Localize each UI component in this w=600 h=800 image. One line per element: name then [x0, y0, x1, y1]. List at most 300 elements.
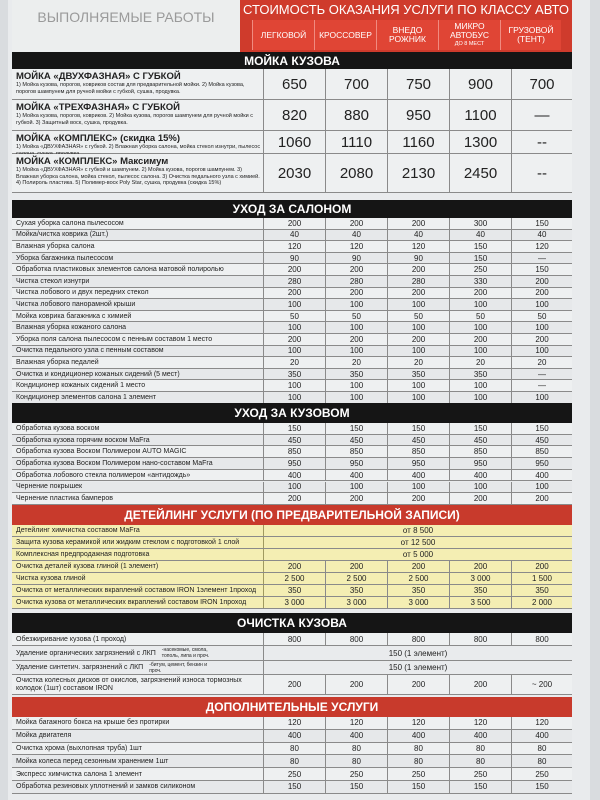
extra-row-label: Мойка двигателя: [12, 730, 264, 742]
salon-row-price-3: 90: [388, 253, 450, 264]
salon-row-label: Кондиционер кожаных сидений 1 место: [12, 380, 264, 391]
wash-row-1-desc: 1) Мойка кузова, порогов, ковриков состав для предварительной мойки. 2) Мойка кузова, порогов шампунем для ручной мойки с губкой, сушка, продувка.: [16, 82, 245, 95]
extra-row: [12, 768, 572, 781]
body-row-price-3: 850: [388, 446, 450, 457]
body-row-price-1: 150: [264, 423, 326, 434]
salon-row-price-2: 20: [326, 357, 388, 368]
salon-row-price-5: 50: [537, 311, 547, 321]
body-row: [12, 435, 572, 447]
section-cleaning: ОЧИСТКА КУЗОВА: [12, 613, 572, 633]
clean-row-wheels-price-3: 200: [388, 675, 450, 694]
clean-row-degrease-label: Обезжиривание кузова (1 проход): [12, 633, 264, 645]
salon-row-price-3: 280: [388, 276, 450, 287]
header-price-title: СТОИМОСТЬ ОКАЗАНИЯ УСЛУГИ ПО КЛАССУ АВТО: [243, 2, 569, 17]
detail-row-label: Очистка деталей кузова глиной (1 элемент): [12, 561, 264, 572]
detail-row-price-5: 350: [535, 586, 549, 595]
header-col-label: КРОССОВЕР: [319, 29, 372, 40]
detail-row-price-3: 350: [388, 585, 450, 596]
header-col-2: [314, 20, 376, 50]
salon-row-label: Очистка педального узла с пенным составом: [12, 346, 264, 357]
extra-row-label: Очистка хрома (выхлопная труба) 1шт: [12, 743, 264, 755]
detail-row-price-5: 2 000: [531, 598, 553, 607]
salon-row-price-1: 40: [264, 230, 326, 241]
body-row-label: Чернение пластика бамперов: [12, 493, 264, 504]
body-row-label: Чернение покрышек: [12, 482, 264, 493]
extra-row-price-3: 120: [388, 717, 450, 729]
salon-row: [12, 288, 572, 300]
salon-row: [12, 299, 572, 311]
clean-row-wheels-label: Очистка колесных дисков от окислов, загрязнений износа тормозных колодок (1шт) составом IRON: [12, 675, 264, 694]
extra-row: [12, 755, 572, 768]
detail-span-row-label: [12, 525, 264, 536]
body-row-price-1: 400: [264, 470, 326, 481]
wash-row-2-price-2: 880: [326, 100, 388, 130]
body-row-price-4: 100: [450, 482, 512, 493]
body-row-label: Обработка лобового стекла полимером «антидождь»: [12, 470, 264, 481]
salon-row-price-2: 100: [326, 322, 388, 333]
salon-row-price-4: 100: [450, 346, 512, 357]
salon-row-label: Кондиционер элементов салона 1 элемент: [12, 392, 264, 403]
salon-row-price-2: 280: [326, 276, 388, 287]
wash-row-3-desc: 1) Мойка «ДВУХФАЗНАЯ» с губкой. 2) Влажная уборка салона, мойка стекол изнутри, пылесос: [16, 144, 261, 150]
salon-row-price-5: 100: [535, 346, 549, 356]
body-row-price-3: 150: [388, 423, 450, 434]
wash-row-1-price-1: 650: [264, 69, 326, 99]
salon-row-price-4: 150: [450, 253, 512, 264]
detail-row-price-1: 2 500: [264, 573, 326, 584]
clean-row-wheels-price-1: 200: [264, 675, 326, 694]
salon-row-price-4: 200: [450, 334, 512, 345]
section-body: УХОД ЗА КУЗОВОМ: [12, 403, 572, 423]
salon-row-price-3: 20: [388, 357, 450, 368]
wash-row-4-desc: 1) Мойка «ДВУХФАЗНАЯ» с губкой и шампунем. 2) Мойка кузова, порогов шампунем. 3) Влажная уборка салона, мойка стекол, пылесос салона. 3) Очистка педального узла с химией. 4) Полироль пластика. 5) Полимер-воск Poly Star, сушка, продувка (скидка 15%): [16, 167, 260, 186]
salon-row-price-1: 20: [264, 357, 326, 368]
body-row-price-1: 450: [264, 435, 326, 446]
salon-row-price-4: 100: [450, 380, 512, 391]
salon-row-price-3: 100: [388, 392, 450, 403]
detail-row-price-3: 200: [388, 561, 450, 572]
header-work-label: ВЫПОЛНЯЕМЫЕ РАБОТЫ: [12, 0, 240, 52]
body-row: [12, 446, 572, 458]
detail-row-price-2: 350: [326, 585, 388, 596]
detail-span-row-value: от 12 500: [400, 538, 436, 547]
clean-span-synthetic-value: 150 (1 элемент): [388, 663, 448, 672]
clean-row-wheels-price-2: 200: [326, 675, 388, 694]
salon-row-label: Чистка лобового и двух передних стекол: [12, 288, 264, 299]
wash-row-1-label: [12, 69, 264, 99]
body-row-price-5: 200: [535, 494, 549, 504]
salon-row-label: Очистка и кондиционер кожаных сидений (5 мест): [12, 369, 264, 380]
body-row-price-3: 200: [388, 493, 450, 504]
detail-row-label: Чистка кузова глиной: [12, 573, 264, 584]
salon-row-price-1: 200: [264, 334, 326, 345]
salon-row-price-2: 100: [326, 346, 388, 357]
salon-row-label: Влажная уборка педалей: [12, 357, 264, 368]
salon-row-price-3: 40: [388, 230, 450, 241]
clean-span-synthetic-title: Удаление синтетич. загрязнений с ЛКП: [16, 664, 144, 671]
body-row-price-5: 150: [535, 423, 549, 433]
body-row: [12, 423, 572, 435]
body-row-price-5: 850: [535, 447, 549, 457]
extra-row-price-5: 250: [535, 769, 549, 779]
wash-row-3-price-3: 1160: [388, 131, 450, 153]
detail-span-row-value: от 5 000: [402, 550, 434, 559]
wash-row-4-price-3: 2130: [388, 154, 450, 192]
salon-row-price-2: 100: [326, 392, 388, 403]
salon-row-label: Сухая уборка салона пылесосом: [12, 218, 264, 229]
extra-row-price-2: 250: [326, 768, 388, 780]
extra-row-price-5: 120: [535, 718, 549, 728]
extra-row: [12, 781, 572, 794]
salon-row-price-1: 200: [264, 288, 326, 299]
extra-row-label: Мойка колеса перед сезонным хранением 1шт: [12, 755, 264, 767]
wash-row-1-price-2: 700: [326, 69, 388, 99]
extra-row-price-1: 250: [264, 768, 326, 780]
salon-row-price-4: 250: [450, 264, 512, 275]
body-row-price-4: 850: [450, 446, 512, 457]
salon-row-price-5: 100: [535, 299, 549, 309]
salon-row-price-5: 200: [535, 276, 549, 286]
salon-row-price-1: 100: [264, 299, 326, 310]
clean-span-organic-value: 150 (1 элемент): [388, 648, 448, 658]
detail-span-row-title: Детейлинг химчистка составом MaFra: [16, 527, 140, 534]
extra-row-price-4: 400: [450, 730, 512, 742]
body-row-price-2: 850: [326, 446, 388, 457]
body-row-price-1: 850: [264, 446, 326, 457]
wash-row-3-price-2: 1110: [326, 131, 388, 153]
clean-span-organic-note: -насекомые, смола, тополь, липа и проч.: [161, 647, 210, 659]
salon-row-price-3: 350: [388, 369, 450, 380]
detail-span-row: [12, 525, 572, 537]
detail-row-price-3: 2 500: [388, 573, 450, 584]
wash-row-1-price-5: 700: [529, 75, 555, 93]
body-row-price-3: 400: [388, 470, 450, 481]
extra-row-price-1: 120: [264, 717, 326, 729]
detail-row-price-4: 350: [450, 585, 512, 596]
extra-row-price-2: 80: [326, 755, 388, 767]
detail-row-label: Очистка от металлических вкраплений составом IRON 1элемент 1проход: [12, 585, 264, 596]
detail-row-price-4: 200: [450, 561, 512, 572]
detail-row-price-5: 200: [535, 562, 549, 571]
detail-row-label: Очистка кузова от металлических вкраплений составом IRON 1проход: [12, 597, 264, 608]
salon-row: [12, 392, 572, 404]
body-row: [12, 493, 572, 505]
body-row-price-2: 450: [326, 435, 388, 446]
salon-row-price-1: 200: [264, 218, 326, 229]
extra-row-price-2: 150: [326, 781, 388, 793]
wash-row-3-title: МОЙКА «КОМПЛЕКС» (скидка 15%): [16, 133, 181, 144]
body-row-label: Обработка кузова воском: [12, 423, 264, 434]
detail-span-row-label: [12, 537, 264, 548]
salon-row-price-5: 200: [535, 334, 549, 344]
header-price-panel: [240, 0, 572, 52]
salon-row-price-3: 120: [388, 241, 450, 252]
extra-row-price-4: 80: [450, 743, 512, 755]
body-row-price-4: 450: [450, 435, 512, 446]
salon-row-price-3: 200: [388, 264, 450, 275]
body-row-price-2: 100: [326, 482, 388, 493]
extra-row-price-3: 150: [388, 781, 450, 793]
extra-row-price-1: 80: [264, 743, 326, 755]
salon-row-price-4: 100: [450, 392, 512, 403]
wash-row-1: [12, 69, 572, 100]
body-row-label: Обработка кузова горячим воском MaFra: [12, 435, 264, 446]
salon-row: [12, 357, 572, 369]
wash-row-2-price-4: 1100: [450, 100, 512, 130]
section-extra: ДОПОЛНИТЕЛЬНЫЕ УСЛУГИ: [12, 697, 572, 717]
body-row-price-1: 100: [264, 482, 326, 493]
clean-row-degrease-price-5: 800: [535, 634, 549, 644]
salon-row-price-5: 120: [535, 241, 549, 251]
salon-row: [12, 230, 572, 242]
wash-row-4-price-2: 2080: [326, 154, 388, 192]
detail-span-row-title: Защита кузова керамикой или жидким стеклом с подготовкой 1 слой: [16, 539, 240, 546]
extra-row: [12, 730, 572, 743]
salon-row-price-1: 120: [264, 241, 326, 252]
detail-row-price-1: 200: [264, 561, 326, 572]
section-wash: МОЙКА КУЗОВА: [12, 52, 572, 69]
salon-row-price-2: 100: [326, 380, 388, 391]
clean-row-degrease-price-4: 800: [450, 633, 512, 645]
wash-row-1-title: МОЙКА «ДВУХФАЗНАЯ» С ГУБКОЙ: [16, 71, 181, 82]
extra-row: [12, 717, 572, 730]
wash-row-4-price-5: --: [537, 164, 547, 182]
salon-row: [12, 264, 572, 276]
wash-row-3-label: [12, 131, 264, 153]
clean-row-wheels-price-4: 200: [450, 675, 512, 694]
detail-row-price-2: 200: [326, 561, 388, 572]
salon-row-price-4: 50: [450, 311, 512, 322]
salon-row-price-5: —: [538, 369, 546, 379]
salon-row-price-1: 200: [264, 264, 326, 275]
salon-row-price-4: 100: [450, 322, 512, 333]
body-row-price-4: 400: [450, 470, 512, 481]
wash-row-4-title: МОЙКА «КОМПЛЕКС» Максимум: [16, 156, 169, 167]
salon-row-label: Уборка багажника пылесосом: [12, 253, 264, 264]
header-col-note: ДО 8 МЕСТ: [454, 40, 485, 47]
body-row-price-5: 400: [535, 470, 549, 480]
wash-row-3-price-4: 1300: [450, 131, 512, 153]
salon-row-price-1: 50: [264, 311, 326, 322]
detail-span-row-value: от 8 500: [402, 526, 434, 535]
salon-row-price-3: 100: [388, 346, 450, 357]
wash-row-2-desc: 1) Мойка кузова, порогов, ковриков. 2) Мойка кузова, порогов шампунем для ручной мойки с губкой. 3) Защитный воск, сушка, продувка.: [16, 113, 254, 126]
salon-row-label: Уборка поля салона пылесосом с пенным составом 1 место: [12, 334, 264, 345]
header-col-3: [376, 20, 438, 50]
clean-row-degrease-price-2: 800: [326, 633, 388, 645]
section-salon: УХОД ЗА САЛОНОМ: [12, 200, 572, 218]
salon-row: [12, 241, 572, 253]
body-row-price-1: 200: [264, 493, 326, 504]
salon-row-price-1: 90: [264, 253, 326, 264]
detail-row-price-4: 3 000: [450, 573, 512, 584]
detail-row-price-1: 350: [264, 585, 326, 596]
wash-row-4-price-4: 2450: [450, 154, 512, 192]
extra-row-price-5: 150: [535, 782, 549, 792]
wash-row-4: [12, 154, 572, 193]
salon-row-price-5: 40: [537, 230, 547, 240]
clean-row-wheels-price-5: ~ 200: [531, 680, 553, 689]
salon-row-price-4: 200: [450, 288, 512, 299]
salon-row-price-3: 100: [388, 380, 450, 391]
salon-row-label: Чистка стекол изнутри: [12, 276, 264, 287]
wash-row-4-label: [12, 154, 264, 192]
extra-row-price-4: 80: [450, 755, 512, 767]
extra-row-price-3: 400: [388, 730, 450, 742]
salon-row-price-1: 100: [264, 380, 326, 391]
clean-span-synthetic: [12, 661, 572, 675]
extra-row-price-2: 120: [326, 717, 388, 729]
extra-row-price-3: 80: [388, 743, 450, 755]
salon-row-price-4: 150: [450, 241, 512, 252]
detail-row-price-2: 3 000: [326, 597, 388, 608]
body-row-price-4: 950: [450, 458, 512, 469]
salon-row: [12, 311, 572, 323]
clean-row-degrease-price-1: 800: [264, 633, 326, 645]
extra-row-label: Экспресс химчистка салона 1 элемент: [12, 768, 264, 780]
wash-row-3-price-1: 1060: [264, 131, 326, 153]
wash-row-1-price-4: 900: [450, 69, 512, 99]
body-row-price-5: 450: [535, 435, 549, 445]
clean-span-organic-label: [12, 646, 264, 660]
detail-row: [12, 573, 572, 585]
wash-row-2: [12, 100, 572, 131]
body-row-price-5: 950: [535, 458, 549, 468]
detail-span-row: [12, 537, 572, 549]
salon-row-price-1: 100: [264, 322, 326, 333]
detail-row: [12, 597, 572, 609]
salon-row-label: Мойка коврика багажника с химией: [12, 311, 264, 322]
salon-row-price-5: 200: [535, 288, 549, 298]
salon-row-price-5: —: [538, 381, 546, 391]
salon-row-price-2: 200: [326, 218, 388, 229]
salon-row-price-4: 40: [450, 230, 512, 241]
extra-row-price-4: 150: [450, 781, 512, 793]
salon-row-price-2: 200: [326, 334, 388, 345]
body-row-price-2: 150: [326, 423, 388, 434]
clean-span-organic-title: Удаление органических загрязнений с ЛКП: [16, 649, 156, 657]
salon-row-price-3: 100: [388, 299, 450, 310]
salon-row-price-4: 20: [450, 357, 512, 368]
wash-row-2-title: МОЙКА «ТРЕХФАЗНАЯ» С ГУБКОЙ: [16, 102, 180, 113]
salon-row-label: Влажная уборка салона: [12, 241, 264, 252]
detail-row: [12, 561, 572, 573]
salon-row-price-4: 100: [450, 299, 512, 310]
body-row-price-4: 150: [450, 423, 512, 434]
body-row-price-3: 100: [388, 482, 450, 493]
salon-row-price-5: —: [538, 253, 546, 263]
detail-row-price-3: 3 000: [388, 597, 450, 608]
salon-row-price-3: 100: [388, 322, 450, 333]
header-col-label: МИКРО АВТОБУС: [449, 20, 490, 40]
salon-row: [12, 346, 572, 358]
body-row-label: Обработка кузова Воском Полимером нано-составом MaFra: [12, 458, 264, 469]
extra-row-price-3: 250: [388, 768, 450, 780]
extra-row-price-1: 150: [264, 781, 326, 793]
extra-row-price-1: 80: [264, 755, 326, 767]
body-row: [12, 482, 572, 494]
salon-row-price-2: 40: [326, 230, 388, 241]
extra-row-price-4: 250: [450, 768, 512, 780]
clean-row-wheels: [12, 675, 572, 695]
detail-span-row-label: [12, 549, 264, 560]
salon-row-price-2: 50: [326, 311, 388, 322]
extra-row: [12, 743, 572, 756]
salon-row-price-1: 280: [264, 276, 326, 287]
salon-row-price-2: 120: [326, 241, 388, 252]
wash-row-3-price-5: --: [537, 133, 547, 151]
extra-row-price-5: 400: [535, 731, 549, 741]
salon-row: [12, 369, 572, 381]
body-row-price-2: 950: [326, 458, 388, 469]
salon-row-price-5: 150: [535, 265, 549, 275]
wash-row-2-price-1: 820: [264, 100, 326, 130]
body-row-price-2: 200: [326, 493, 388, 504]
salon-row-price-2: 100: [326, 299, 388, 310]
salon-row-label: Влажная уборка кожаного салона: [12, 322, 264, 333]
salon-row-price-3: 200: [388, 218, 450, 229]
salon-row: [12, 380, 572, 392]
detail-span-row: [12, 549, 572, 561]
section-detailing: ДЕТЕЙЛИНГ УСЛУГИ (ПО ПРЕДВАРИТЕЛЬНОЙ ЗАПИСИ): [12, 505, 572, 525]
body-row-price-1: 950: [264, 458, 326, 469]
extra-row-price-2: 80: [326, 743, 388, 755]
salon-row: [12, 334, 572, 346]
salon-row-price-4: 350: [450, 369, 512, 380]
detail-row-price-1: 3 000: [264, 597, 326, 608]
salon-row-price-1: 350: [264, 369, 326, 380]
salon-row-price-3: 200: [388, 334, 450, 345]
wash-row-3: [12, 131, 572, 154]
header-col-label: ВНЕДО РОЖНИК: [389, 25, 426, 44]
wash-row-1-price-3: 750: [388, 69, 450, 99]
salon-row-price-4: 300: [450, 218, 512, 229]
body-row-price-3: 950: [388, 458, 450, 469]
detail-row: [12, 585, 572, 597]
salon-row: [12, 276, 572, 288]
body-row-price-2: 400: [326, 470, 388, 481]
salon-row-label: Обработка пластиковых элементов салона матовой полиролью: [12, 264, 264, 275]
clean-row-degrease: [12, 633, 572, 646]
header-col-5: [500, 20, 561, 50]
salon-row-price-1: 100: [264, 392, 326, 403]
salon-row: [12, 253, 572, 265]
wash-row-4-price-1: 2030: [264, 154, 326, 192]
clean-span-synthetic-note: -битум, цемент, бензин и проч.: [149, 661, 207, 674]
header-col-label: ЛЕГКОВОЙ: [260, 29, 307, 40]
salon-row-price-4: 330: [450, 276, 512, 287]
extra-row-price-4: 120: [450, 717, 512, 729]
body-row: [12, 470, 572, 482]
body-row: [12, 458, 572, 470]
extra-row-price-1: 400: [264, 730, 326, 742]
salon-row-price-2: 200: [326, 264, 388, 275]
salon-row-price-3: 50: [388, 311, 450, 322]
body-row-price-3: 450: [388, 435, 450, 446]
body-row-label: Обработка кузова Воском Полимером AUTO MAGIC: [12, 446, 264, 457]
extra-row-price-2: 400: [326, 730, 388, 742]
salon-row-price-1: 100: [264, 346, 326, 357]
wash-row-2-label: [12, 100, 264, 130]
header-col-1: [252, 20, 314, 50]
extra-row-price-3: 80: [388, 755, 450, 767]
salon-row-price-5: 100: [535, 392, 549, 402]
wash-row-2-price-5: —: [534, 106, 550, 124]
clean-row-degrease-price-3: 800: [388, 633, 450, 645]
salon-row: [12, 218, 572, 230]
clean-span-organic: [12, 646, 572, 661]
clean-span-synthetic-label: [12, 661, 264, 674]
